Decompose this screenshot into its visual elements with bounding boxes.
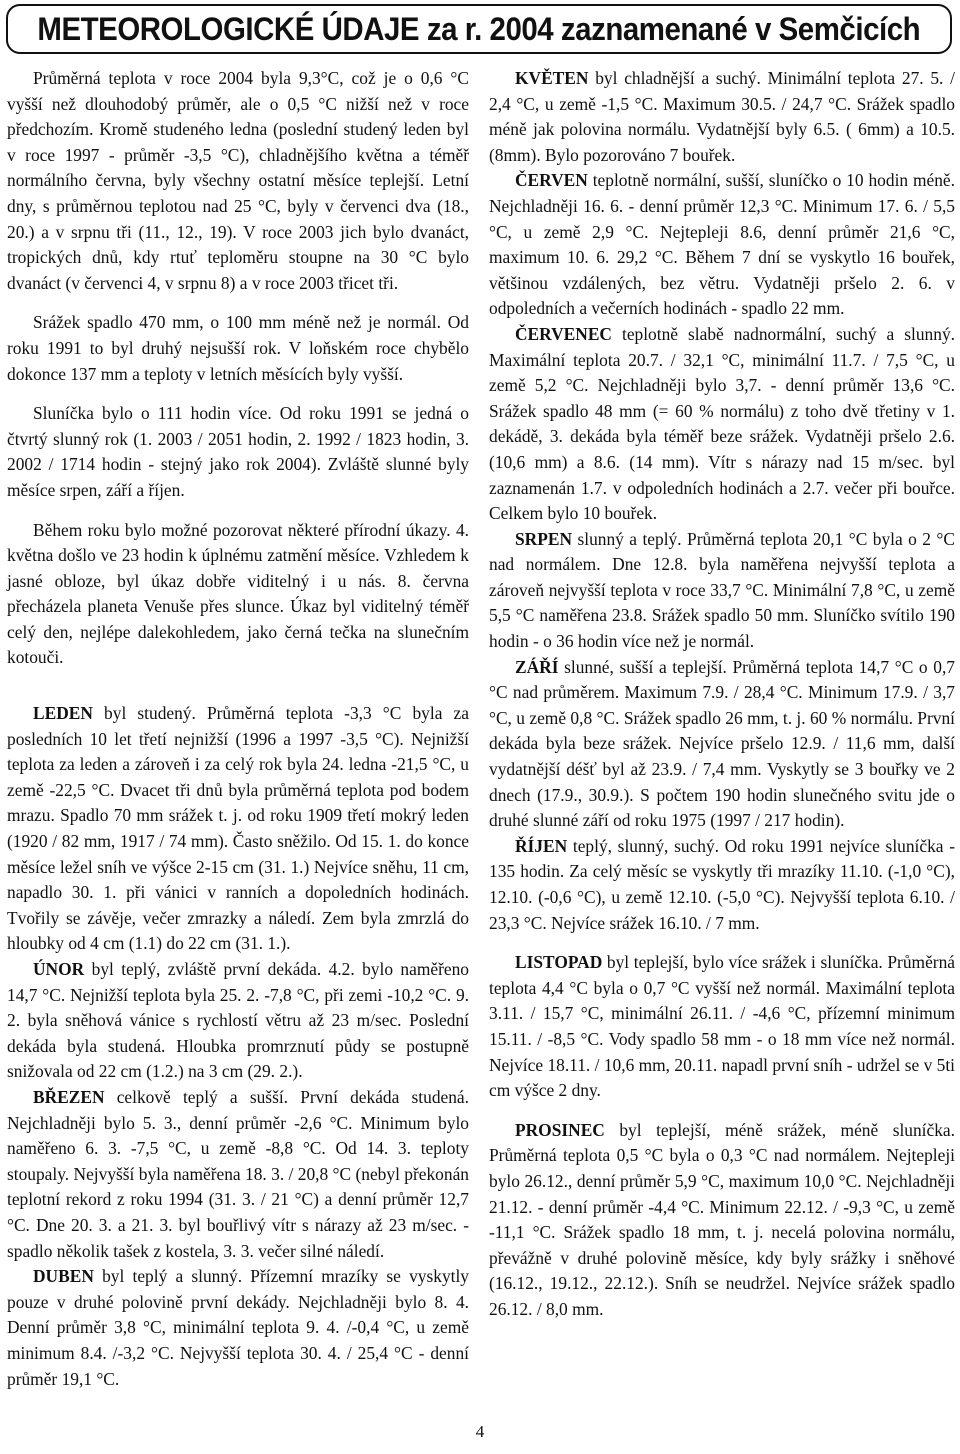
month-name: ÚNOR (33, 959, 85, 979)
intro-paragraph-sunshine: Sluníčka bylo o 111 hodin více. Od roku 1991 se jedná o čtvrtý slunný rok (1. 2003 / 2051 hodin, 2. 1992 / 1823 hodin, 3. 2002 / 1714 hodin - stejný jako rok 2004). Zvláště slunné byly měsíce srpen, září a říjen. (7, 403, 469, 500)
month-paragraph-leden (7, 701, 469, 957)
title-box (6, 4, 952, 54)
month-name: BŘEZEN (33, 1086, 105, 1107)
month-paragraph-zari (489, 655, 955, 834)
month-paragraph-duben (7, 1264, 469, 1392)
month-text: slunný a teplý. Průměrná teplota 20,1 °C byla o 2 °C nad normálem. Dne 12.8. byla naměřena nejvyšší teplota a zároveň nejvyšší teplota v roce 33,7 °C. Minimální 7,8 °C, u země 5,5 °C naměřena 23.8. Srážek spadlo 50 mm. Sluníčko svítilo 190 hodin - o 36 hodin více než je normál. (489, 528, 955, 652)
right-column (489, 66, 955, 1323)
month-text: byl studený. Průměrná teplota -3,3 °C byla za posledních 10 let třetí nejnižší (1996 a 1997 -3,5 °C). Nejnižší teplota za leden a zároveň i za celý rok byla 24. ledna -21,5 °C, u země -22,5 °C. Dvacet tři dnů byla průměrná teplota pod bodem mrazu. Spadlo 70 mm srážek t. j. od roku 1909 třetí mokrý leden (1920 / 82 mm, 1917 / 74 mm). Často sněžilo. Od 15. 1. do konce měsíce ležel sníh ve výšce 2-15 cm (31. 1.) Nejvíce sněhu, 11 cm, napadlo 30. 1. při vánici v ranních a dopoledních hodinách. Tvořily se závěje, večer zmrazky a náledí. Zem byla zmrzlá do hloubky od 4 cm (1.1) do 22 cm (31. 1.). (7, 703, 469, 954)
month-text: slunné, sušší a teplejší. Průměrná teplota 14,7 °C o 0,7 °C nad průměrem. Maximum 7.9. / 28,4 °C. Minimum 17.9. / 3,7 °C, u země 0,8 °C. Srážek spadlo 26 mm, t. j. 60 % normálu. První dekáda byla beze srážek. Nejvíce pršelo 12.9. / 11,6 mm, další vydatnější déšť byl až 23.9. / 7,4 mm. Vyskytly se 3 bouřky ve 2 dnech (17.9., 30.9.). S počtem 190 hodin slunečného svitu jde o druhé slunné září od roku 1975 (1997 / 217 hodin). (489, 656, 955, 831)
month-paragraph-rijen (489, 834, 955, 936)
month-name: LEDEN (33, 703, 93, 724)
page-title: METEOROLOGICKÉ ÚDAJE za r. 2004 zaznamenané v Semčicích (37, 10, 921, 47)
month-name: DUBEN (33, 1266, 94, 1287)
intro-paragraph-phenomena: Během roku bylo možné pozorovat některé přírodní úkazy. 4. května došlo ve 23 hodin k úplnému zatmění měsíce. Vzhledem k jasné obloze, byl úkaz dobře viditelný i u nás. 8. června přecházela planeta Venuše přes slunce. Úkaz byl viditelný téměř celý den, nejlépe dalekohledem, jako černá tečka na slunečním kotouči. (7, 519, 469, 668)
month-name: LISTOPAD (515, 952, 603, 973)
month-text: teplotně normální, sušší, sluníčko o 10 hodin méně. Nejchladněji 16. 6. - denní průměr 12,3 °C. Minimum 17. 6. / 5,5 °C, u země 2,9 °C. Nejtepleji 8.6, denní průměr 21,6 °C, maximum 10. 6. 29,2 °C. Během 7 dní se vyskytlo 16 bouřek, většinou vzdálených, bez větru. Vydatněji pršelo 2. 6. v odpoledních a večerních hodinách - spadlo 22 mm. (489, 170, 955, 319)
month-paragraph-prosinec (489, 1118, 955, 1323)
month-name: KVĚTEN (515, 68, 589, 88)
month-paragraph-cervenec (489, 322, 955, 527)
month-paragraph-kveten (489, 66, 955, 168)
month-text: teplý, slunný, suchý. Od roku 1991 nejvíce sluníčka - 135 hodin. Za celý měsíc se vyskytly tři mrazíky 11.10. (-1,0 °C), 12.10. (-0,6 °C), u země 12.10. (-5,0 °C). Nejvyšší teplota 6.10. / 23,3 °C. Nejvíce srážek 16.10. / 7 mm. (489, 835, 955, 933)
intro-paragraph-temperature: Průměrná teplota v roce 2004 byla 9,3°C, což je o 0,6 °C vyšší než dlouhodobý průměr, ale o 0,5 °C nižší než v roce předchozím. Kromě studeného ledna (poslední studený leden byl v roce 1997 - průměr -3,5 °C), chladnějšího května a téměř normálního června, byly všechny ostatní měsíce teplejší. Letní dny, s průměrnou teplotou nad 25 °C, byly v červenci dva (18., 20.) a v srpnu tři (11., 12., 19). V roce 2003 jich bylo dvanáct, tropických dnů, kdy rtuť teploměru stoupne na 30 °C bylo dvanáct (v červenci 4, v srpnu 8) a v roce 2003 třicet tři. (7, 68, 469, 293)
month-text: celkově teplý a sušší. První dekáda studená. Nejchladněji bylo 5. 3., denní průměr -2,6 °C. Minimum bylo naměřeno 6. 3. -7,5 °C, u země -8,8 °C. Od 14. 3. teploty stoupaly. Nejvyšší byla naměřena 18. 3. / 20,8 °C (nebyl překonán teplotní rekord z roku 1994 (31. 3. / 21 °C) a denní průměr 12,7 °C. Dne 20. 3. a 21. 3. byl bouřlivý vítr s nárazy až 23 m/sec. - spadlo několik tašek z kostela, 3. 3. večer silné náledí. (7, 1086, 469, 1261)
month-name: ČERVEN (515, 170, 588, 191)
month-text: byl teplý a slunný. Přízemní mrazíky se vyskytly pouze v druhé polovině první dekády. Nejchladněji bylo 8. 4. Denní průměr 3,8 °C, minimální teplota 9. 4. /-0,4 °C, u země minimum 8.4. /-3,2 °C. Nejvyšší teplota 30. 4. / 25,4 °C - denní průměr 19,1 °C. (7, 1266, 469, 1389)
month-text: teplotně slabě nadnormální, suchý a slunný. Maximální teplota 20.7. / 32,1 °C, minimální 11.7. / 7,5 °C, u země 5,2 °C. Nejchladněji bylo 3,7. - denní průměr 13,6 °C. Srážek spadlo 48 mm (= 60 % normálu) z toho dvě třetiny v 1. dekádě, 3. dekáda byla téměř beze srážek. Vydatněji pršelo 2.6. (10,6 mm) a 8.6. (14 mm). Vítr s nárazy nad 15 m/sec. byl zaznamenán 1.7. v odpoledních hodinách a 2.7. večer při bouřce. Celkem bylo 10 bouřek. (489, 323, 955, 524)
month-name: SRPEN (515, 528, 573, 549)
month-paragraph-srpen (489, 527, 955, 655)
month-text: byl teplejší, bylo více srážek i sluníčka. Průměrná teplota 4,4 °C byla o 0,7 °C vyšší než normál. Maximální teplota 3.11. / 15,7 °C, minimální 26.11. / -4,6 °C, přízemní minimum 15.11. / -8,5 °C. Vody spadlo 58 mm - o 18 mm více než normál. Nejvíce 18.11. / 10,6 mm, 20.11. napadl první sníh - udržel se v 5ti cm výšce 2 dny. (489, 952, 955, 1101)
month-paragraph-unor (7, 957, 469, 1085)
intro-paragraph-precipitation: Srážek spadlo 470 mm, o 100 mm méně než je normál. Od roku 1991 to byl druhý nejsušší rok. V loňském roce chybělo dokonce 137 mm a teploty v letních měsících byly vyšší. (7, 312, 469, 384)
month-name: ŘÍJEN (515, 835, 568, 856)
month-name: ZÁŘÍ (515, 656, 559, 677)
month-name: PROSINEC (515, 1119, 605, 1140)
month-text: byl chladnější a suchý. Minimální teplota 27. 5. / 2,4 °C, u země -1,5 °C. Maximum 30.5. / 24,7 °C. Srážek spadlo méně jak polovina normálu. Vydatnější byly 6.5. ( 6mm) a 10.5. (8mm). Bylo pozorováno 7 bouřek. (489, 68, 955, 165)
page-number: 4 (475, 1422, 485, 1441)
month-paragraph-listopad (489, 950, 955, 1104)
month-text: byl teplejší, méně srážek, méně sluníčka. Průměrná teplota 0,5 °C byla o 0,3 °C nad normálem. Nejtepleji bylo 26.12., denní průměr 5,9 °C, maximum 10,0 °C. Nejchladněji 21.12. - denní průměr -4,4 °C. Minimum 22.12. / -9,3 °C, u země -11,1 °C. Srážek spadlo 18 mm, t. j. necelá polovina normálu, převážně v druhé polovině měsíce, kdy byly srážky i sněhové (16.12., 19.12., 22.12.). Sníh se neudržel. Nejvíce srážek spadlo 26.12. / 8,0 mm. (489, 1119, 955, 1319)
left-column (7, 66, 469, 1392)
month-text: byl teplý, zvláště první dekáda. 4.2. bylo naměřeno 14,7 °C. Nejnižší teplota byla 25. 2. -7,8 °C, při zemi -10,2 °C. 9. 2. byla sněhová vánice s rychlostí větru až 23 m/sec. Poslední dekáda byla studená. Hloubka promrznutí půdy se postupně snižovala od 22 cm (1.2.) na 3 cm (29. 2.). (7, 959, 469, 1082)
month-paragraph-cerven (489, 168, 955, 322)
month-name: ČERVENEC (515, 323, 612, 344)
month-paragraph-brezen (7, 1085, 469, 1264)
